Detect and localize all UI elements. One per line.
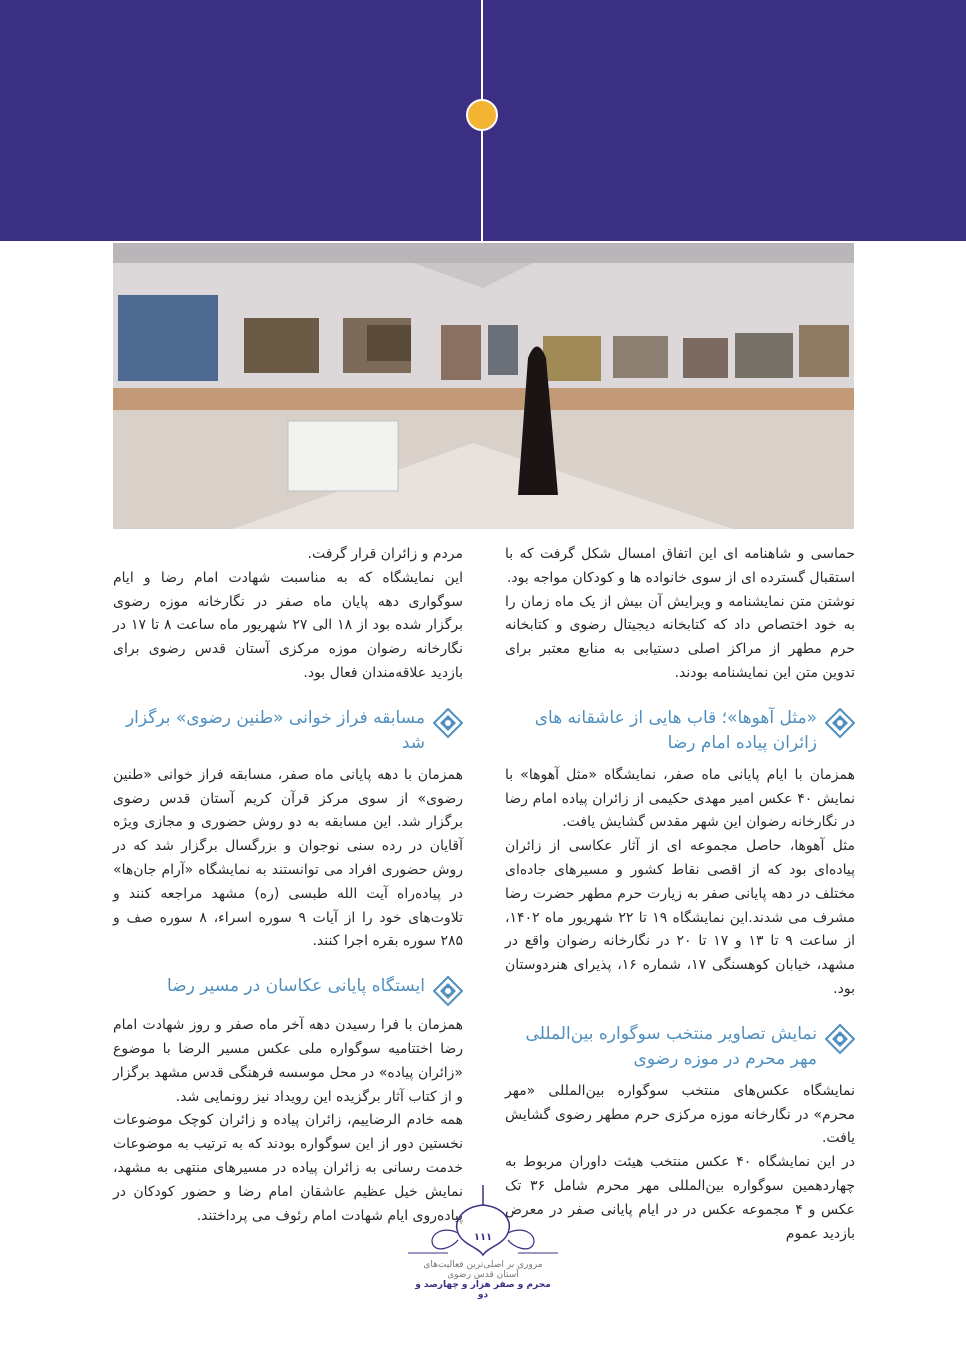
- photo-frame: [488, 325, 518, 375]
- banner-circle-ornament: [466, 99, 498, 131]
- paragraph: همزمان با دهه پایانی ماه صفر، مسابقه فراز خوانی «طنین رضوی» از سوی مرکز قرآن کریم آستان قدس رضوی برگزار شد. این مسابقه به دو روش حضوری و مجازی ویژه آقایان در رده سنی نوجوان و بزرگسال برگزار شد که در روش حضوری افراد می توانستند به نمایشگاه «آرام جان‌ها» در پیاده‌راه آیت الله طبسی (ره) مشهد مراجعه کنند و تلاوت‌های خود را از آیات ۹ سوره اسراء، ۸ سوره صف و ۲۸۵ سوره بقره اجرا کنند.: [113, 766, 463, 950]
- right-column: [505, 543, 855, 1246]
- footer-ornament-icon: [408, 1185, 558, 1260]
- paragraph: مردم و زائران قرار گرفت.: [307, 546, 463, 562]
- paragraph: نمایشگاه عکس‌های منتخب سوگواره بین‌المللی «مهر محرم» در نگارخانه موزه مرکزی حرم مطهر رضوی گشایش یافت.: [505, 1082, 855, 1147]
- photo-frame: [735, 333, 793, 378]
- paragraph: این نمایشگاه که به مناسبت شهادت امام رضا و ایام سوگواری دهه پایان ماه صفر در نگارخانه موزه رضوی برگزار شده بود از ۱۸ الی ۲۷ شهریور ماه ساعت ۸ تا ۱۷ در نگارخانه رضوان موزه مرکزی آستان قدس رضوی برای بازدید علاقه‌مندان فعال بود.: [113, 569, 463, 681]
- section-heading: [113, 974, 463, 1006]
- photo-frame: [799, 325, 849, 377]
- footer-title: مروری بر اصلی‌ترین فعالیت‌های آستان قدس رضوی: [423, 1260, 543, 1280]
- page-number: ۱۱۱: [473, 1232, 493, 1243]
- photo-frame: [367, 325, 411, 361]
- left-column: [113, 543, 463, 1228]
- paragraph: حماسی و شاهنامه ای این اتفاق امسال شکل گرفت که با استقبال گسترده ای از سوی خانواده ها و کودکان مواجه بود.: [505, 546, 855, 586]
- section-heading: [505, 706, 855, 756]
- paragraph: در این نمایشگاه ۴۰ عکس منتخب هیئت داوران مربوط به چهاردهمین سوگواره بین‌المللی مهر محرم شامل ۳۶ تک عکس و ۴ مجموعه عکس در در ایام پایانی صفر در معرض بازدید عموم: [505, 1154, 855, 1242]
- photo-frame: [118, 295, 218, 381]
- diamond-ornament-icon: [433, 708, 463, 738]
- photo-frame: [441, 325, 481, 380]
- diamond-ornament-icon: [433, 976, 463, 1006]
- paragraph: همه خادم الرضاییم، زائران پیاده و زائران کوچک موضوعات نخستین دور از این سوگواره بودند که به ترتیب به موضوعات خدمت رسانی به زائران پیاده در مسیرهای منتهی به مشهد، نمایش خیل عظیم عاشقان امام رضا و حضور کودکان در پیاده‌روی ایام شهادت امام رئوف می پرداختند.: [113, 1112, 463, 1224]
- paragraph: نوشتن متن نمایشنامه و ویرایش آن بیش از یک ماه زمان را به خود اختصاص داد که کتابخانه دیجیتال رضوی و کتابخانه حرم مطهر از مراکز اصلی دستیابی به منابع معتبر برای تدوین متن این نمایشنامه بودند.: [505, 593, 855, 681]
- diamond-ornament-icon: [825, 708, 855, 738]
- photo-frame: [244, 318, 319, 373]
- photo-frame: [613, 336, 668, 378]
- diamond-ornament-icon: [825, 1024, 855, 1054]
- section-heading: [113, 706, 463, 756]
- section-heading-text: مسابقه فراز خوانی «طنین رضوی» برگزار شد: [125, 707, 425, 753]
- photo-frame: [683, 338, 728, 378]
- section-heading-text: «مثل آهوها»؛ قاب هایی از عاشقانه های زائران پیاده امام رضا: [534, 707, 817, 753]
- paragraph: مثل آهوها، حاصل مجموعه ای از آثار عکاسی از زائران پیاده‌ای بود که از اقصی نقاط کشور و مسیرهای جاده‌ای مختلف در دهه پایانی صفر به زیارت حرم مطهر حضرت رضا مشرف می شدند.این نمایشگاه ۱۹ تا ۲۲ شهریور ماه ۱۴۰۲، از ساعت ۹ تا ۱۳ و ۱۷ تا ۲۰ در نگارخانه رضوان واقع در مشهد، خیابان کوهسنگی ۱۷، شماره ۱۶، پذیرای هنردوستان بود.: [505, 838, 855, 997]
- paragraph: همزمان با ایام پایانی ماه صفر، نمایشگاه «مثل آهوها» با نمایش ۴۰ عکس امیر مهدی حکیمی از زائران پیاده امام رضا در نگارخانه رضوان این شهر مقدس گشایش یافت.: [505, 766, 855, 831]
- photo-frame: [543, 336, 601, 381]
- footer-subtitle: محرم و صفر هزار و چهارصد و دو: [415, 1280, 551, 1300]
- section-heading: [505, 1022, 855, 1072]
- air-conditioner: [288, 421, 398, 491]
- section-heading-text: نمایش تصاویر منتخب سوگواره بین‌المللی مهر محرم در موزه رضوی: [525, 1023, 817, 1069]
- exhibition-photo: [113, 243, 854, 529]
- section-heading-text: ایستگاه پایانی عکاسان در مسیر رضا: [167, 976, 425, 997]
- paragraph: همزمان با فرا رسیدن دهه آخر ماه صفر و روز شهادت امام رضا اختتامیه سوگواره ملی عکس مسیر الرضا با موضوع «زائران پیاده» در محل موسسه فرهنگی قدس مشهد برگزار و از کتاب آثار برگزیده این رویداد نیز رونمایی شد.: [113, 1017, 463, 1105]
